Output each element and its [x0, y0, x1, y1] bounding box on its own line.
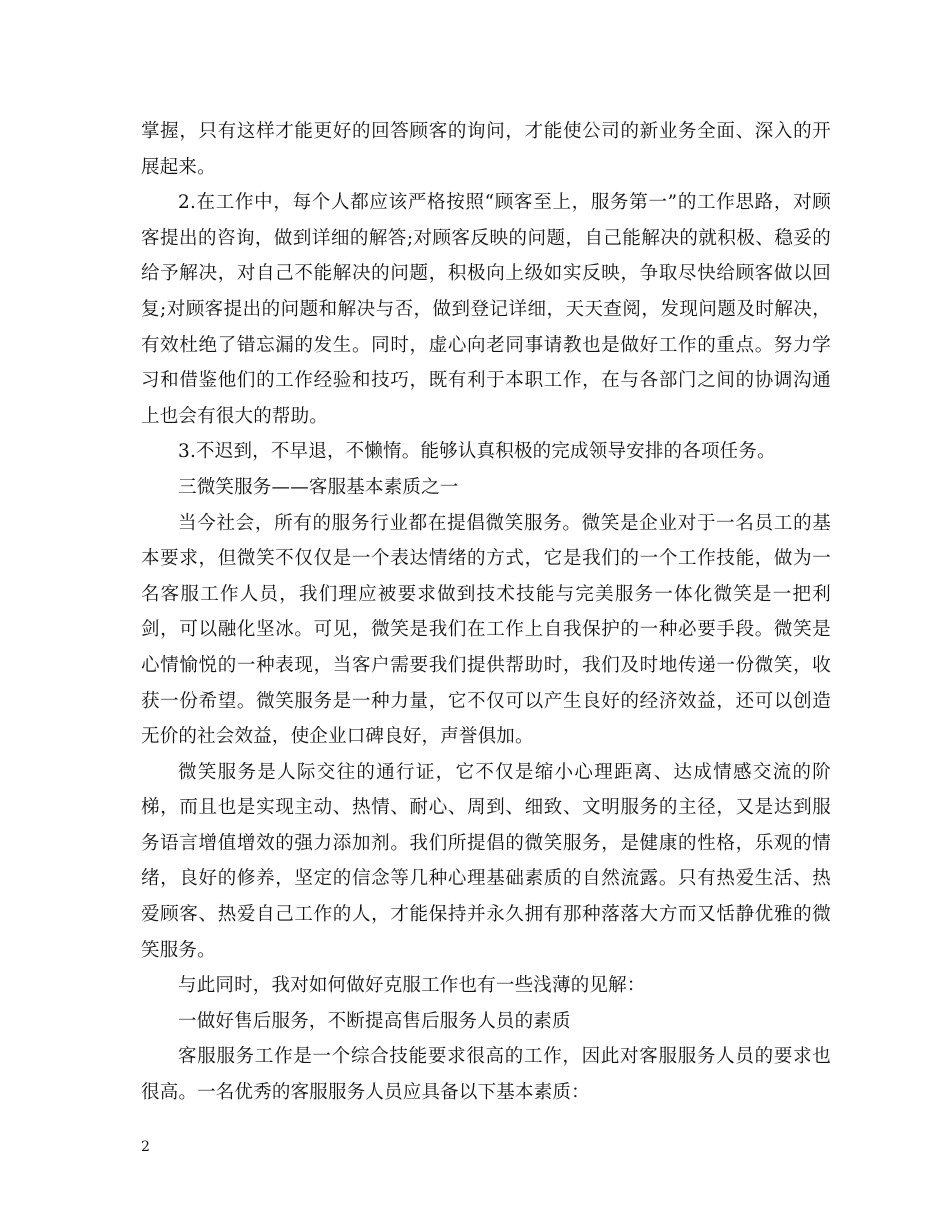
paragraph-customer-service-requirements: 客服服务工作是一个综合技能要求很高的工作，因此对客服服务人员的要求也很高。一名优秀的客服服务人员应具备以下基本素质：: [141, 1046, 831, 1104]
paragraph-smile-service-passport: 微笑服务是人际交往的通行证，它不仅是缩小心理距离、达成情感交流的阶梯，而且也是实现主动、热情、耐心、周到、细致、文明服务的主径，又是达到服务语言增值增效的强力添加剂。我们所提倡的微笑服务，是健康的性格，乐观的情绪，良好的修养，坚定的信念等几种心理基础素质的自然流露。只有热爱生活、热爱顾客、热爱自己工作的人，才能保持并永久拥有那种落落大方而又恬静优雅的微笑服务。: [141, 761, 831, 961]
page-number: 2: [141, 1139, 150, 1155]
section-heading-smile-service: 三微笑服务——客服基本素质之一: [178, 476, 459, 498]
document-body: [141, 114, 831, 1111]
paragraph-smile-service-intro: 当今社会，所有的服务行业都在提倡微笑服务。微笑是企业对于一名员工的基本要求，但微笑不仅仅是一个表达情绪的方式，它是我们的一个工作技能，做为一名客服工作人员，我们理应被要求做到技术技能与完美服务一体化微笑是一把利剑，可以融化坚冰。可见，微笑是我们在工作上自我保护的一种必要手段。微笑是心情愉悦的一种表现，当客户需要我们提供帮助时，我们及时地传递一份微笑，收获一份希望。微笑服务是一种力量，它不仅可以产生良好的经济效益，还可以创造无价的社会效益，使企业口碑良好，声誉俱加。: [141, 512, 831, 748]
paragraph-item-3: 3.不迟到，不早退，不懒惰。能够认真积极的完成领导安排的各项任务。: [178, 441, 776, 463]
paragraph-continuation: 掌握，只有这样才能更好的回答顾客的询问，才能使公司的新业务全面、深入的开展起来。: [141, 121, 831, 178]
paragraph-item-2: 2.在工作中，每个人都应该严格按照“顾客至上，服务第一”的工作思路，对顾客提出的咨询，做到详细的解答;对顾客反映的问题，自己能解决的就积极、稳妥的给予解决，对自己不能解决的问题，积极向上级如实反映，争取尽快给顾客做以回复;对顾客提出的问题和解决与否，做到登记详细，天天查阅，发现问题及时解决，有效杜绝了错忘漏的发生。同时，虚心向老同事请教也是做好工作的重点。努力学习和借鉴他们的工作经验和技巧，既有利于本职工作，在与各部门之间的协调沟通上也会有很大的帮助。: [141, 192, 831, 427]
paragraph-opinions-intro: 与此同时，我对如何做好克服工作也有一些浅薄的见解：: [178, 975, 646, 997]
section-heading-after-sales: 一做好售后服务，不断提高售后服务人员的素质: [178, 1010, 571, 1032]
